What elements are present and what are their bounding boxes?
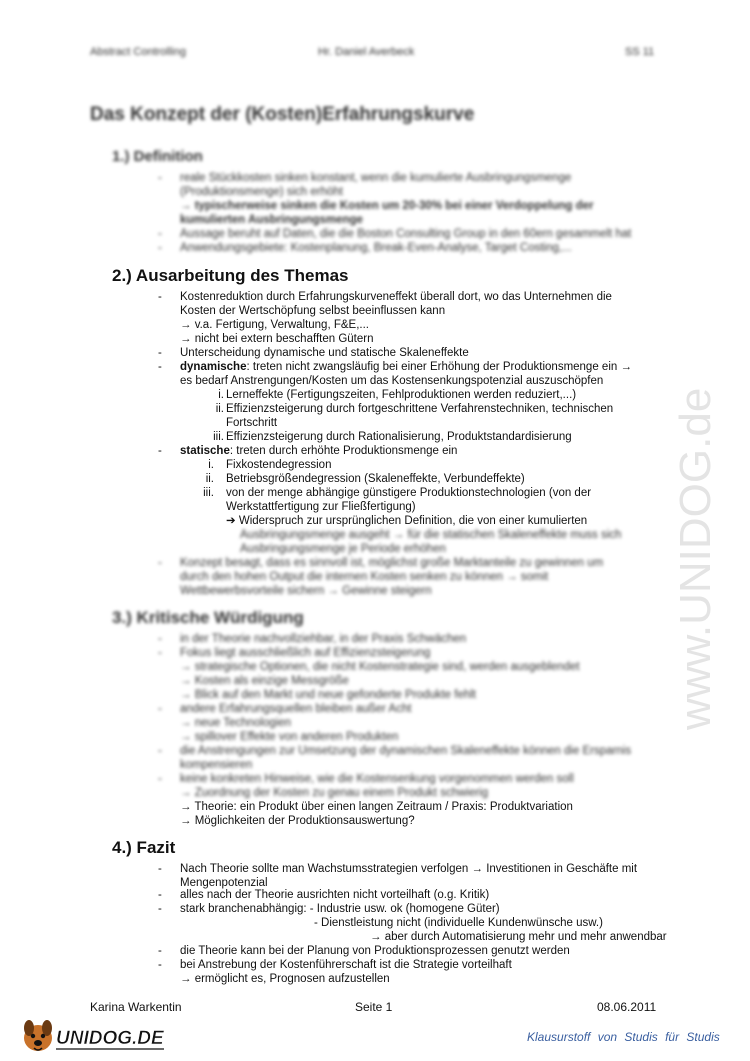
text-line: → spillover Effekte von anderen Produkten xyxy=(180,731,399,743)
list-item: Betriebsgrößendegression (Skaleneffekte, Verbundeffekte) xyxy=(226,473,525,485)
logo-text: UNIDOG.DE xyxy=(56,1028,164,1049)
text-line: durch den hohen Output die internen Kosten senken zu können → somit xyxy=(180,571,549,583)
text-line: Anwendungsgebiete: Kostenplanung, Break-Even-Analyse, Target Costing,... xyxy=(180,242,572,254)
text-line: - Dienstleistung nicht (individuelle Kundenwünsche usw.) xyxy=(314,917,603,929)
text-line: alles nach der Theorie ausrichten nicht vorteilhaft (o.g. Kritik) xyxy=(180,889,490,901)
arrow-icon: → xyxy=(180,801,195,813)
text-line: Aussage beruht auf Daten, die die Boston Consulting Group in den 60ern gesammelt hat xyxy=(180,228,632,240)
arrow-icon: → xyxy=(471,863,483,875)
unidog-logo xyxy=(18,1014,168,1056)
text-line: Fokus liegt ausschließlich auf Effizienzsteigerung xyxy=(180,647,431,659)
text-line: Konzept besagt, dass es sinnvoll ist, möglichst große Marktanteile zu gewinnen um xyxy=(180,557,604,569)
list-item: Werkstattfertigung zur Fließfertigung) xyxy=(226,501,416,513)
text-line: → aber durch Automatisierung mehr und mehr anwendbar xyxy=(370,931,667,943)
header-center: Hr. Daniel Averbeck xyxy=(318,46,415,58)
list-item: Effizienzsteigerung durch fortgeschrittene Verfahrenstechniken, technischen xyxy=(226,403,614,415)
text-line: → neue Technologien xyxy=(180,717,292,729)
arrow-icon: → xyxy=(180,815,195,827)
text-line: → v.a. Fertigung, Verwaltung, F&E,... xyxy=(180,319,369,331)
arrow-icon: → xyxy=(620,361,632,373)
text-line: dynamische: treten nicht zwangsläufig bei einer Erhöhung der Produktionsmenge ein → xyxy=(180,361,632,373)
list-item: Fixkostendegression xyxy=(226,459,332,471)
section4-heading: 4.) Fazit xyxy=(112,838,176,857)
text-line: Kosten der Wertschöpfung selbst beeinflussen kann xyxy=(180,305,446,317)
text-line: Kostenreduktion durch Erfahrungskurveneffekt überall dort, wo das Unternehmen die xyxy=(180,291,612,303)
list-item: von der menge abhängige günstigere Produktionstechnologien (von der xyxy=(226,487,592,499)
watermark xyxy=(648,290,748,730)
text-line: die Anstrengungen zur Umsetzung der dynamischen Skaleneffekte können die Ersparnis xyxy=(180,745,632,757)
section3-heading: 3.) Kritische Würdigung xyxy=(112,608,304,627)
text-line: Mengenpotenzial xyxy=(180,877,268,889)
text-line: → ermöglicht es, Prognosen aufzustellen xyxy=(180,973,390,985)
footer-author: Karina Warkentin xyxy=(90,1000,182,1014)
text-line: keine konkreten Hinweise, wie die Kostensenkung vorgenommen werden soll xyxy=(180,773,574,785)
list-item: Lerneffekte (Fertigungszeiten, Fehlproduktionen werden reduziert,...) xyxy=(226,389,577,401)
list-item: Fortschritt xyxy=(226,417,278,429)
arrow-icon: → xyxy=(180,319,195,331)
text-line: Ausbringungsmenge ausgeht → für die statischen Skaleneffekte muss sich xyxy=(240,529,622,541)
tagline: Klausurstoff von Studis für Studis xyxy=(527,1030,720,1044)
arrow-icon: → xyxy=(180,973,195,985)
text-line: andere Erfahrungsquellen bleiben außer Acht xyxy=(180,703,412,715)
page-title: Das Konzept der (Kosten)Erfahrungskurve xyxy=(90,104,475,125)
arrow-icon: → xyxy=(180,333,195,345)
dog-icon xyxy=(24,1020,52,1051)
text-line: (Produktionsmenge) sich erhöht xyxy=(180,186,343,198)
text-line: → Kosten als einzige Messgröße xyxy=(180,675,349,687)
text-line: Wettbewerbsvorteile sichern → Gewinne steigern xyxy=(180,585,432,597)
text-line: in der Theorie nachvollziehbar, in der Praxis Schwächen xyxy=(180,633,467,645)
footer-date: 08.06.2011 xyxy=(597,1000,657,1014)
text-line: → Theorie: ein Produkt über einen langen Zeitraum / Praxis: Produktvariation xyxy=(180,801,573,813)
header-left: Abstract Controlling xyxy=(90,46,186,58)
watermark-text: www.UNIDOG.de xyxy=(671,387,720,730)
text-line: → Zuordnung der Kosten zu genau einem Produkt schwierig xyxy=(180,787,489,799)
text-line: → Blick auf den Markt und neue gefonderte Produkte fehlt xyxy=(180,689,476,701)
section1-heading: 1.) Definition xyxy=(112,148,203,165)
text-line: Unterscheidung dynamische und statische Skaleneffekte xyxy=(180,347,469,359)
text-line: es bedarf Anstrengungen/Kosten um das Kostensenkungspotenzial auszuschöpfen xyxy=(180,375,604,387)
arrow-icon: ➔ xyxy=(226,515,239,527)
text-line: Nach Theorie sollte man Wachstumsstrategien verfolgen → Investitionen in Geschäfte mit xyxy=(180,863,638,875)
text-line: → nicht bei extern beschafften Gütern xyxy=(180,333,374,345)
text-line: Ausbringungsmenge je Periode erhöhen xyxy=(240,543,446,555)
header-right: SS 11 xyxy=(625,46,655,58)
text-line: kompensieren xyxy=(180,759,253,771)
text-line: → strategische Optionen, die nicht Kostenstrategie sind, werden ausgeblendet xyxy=(180,661,580,673)
text-line: → typischerweise sinken die Kosten um 20-30% bei einer Verdoppelung der xyxy=(180,200,594,212)
text-line: kumulierten Ausbringungsmenge xyxy=(180,214,363,226)
list-item: Effizienzsteigerung durch Rationalisierung, Produktstandardisierung xyxy=(226,431,572,443)
text-line: bei Anstrebung der Kostenführerschaft ist die Strategie vorteilhaft xyxy=(180,959,512,971)
text-line: → Möglichkeiten der Produktionsauswertung? xyxy=(180,815,415,827)
footer-page: Seite 1 xyxy=(355,1000,393,1014)
arrow-icon: → xyxy=(370,931,385,943)
section2-heading: 2.) Ausarbeitung des Themas xyxy=(112,266,349,285)
text-line: statische: treten durch erhöhte Produktionsmenge ein xyxy=(180,445,458,457)
text-line: reale Stückkosten sinken konstant, wenn die kumulierte Ausbringungsmenge xyxy=(180,172,572,184)
text-line: ➔ Widerspruch zur ursprünglichen Definition, die von einer kumulierten xyxy=(226,515,588,527)
text-line: stark branchenabhängig: - Industrie usw. ok (homogene Güter) xyxy=(180,903,500,915)
text-line: die Theorie kann bei der Planung von Produktionsprozessen genutzt werden xyxy=(180,945,570,957)
